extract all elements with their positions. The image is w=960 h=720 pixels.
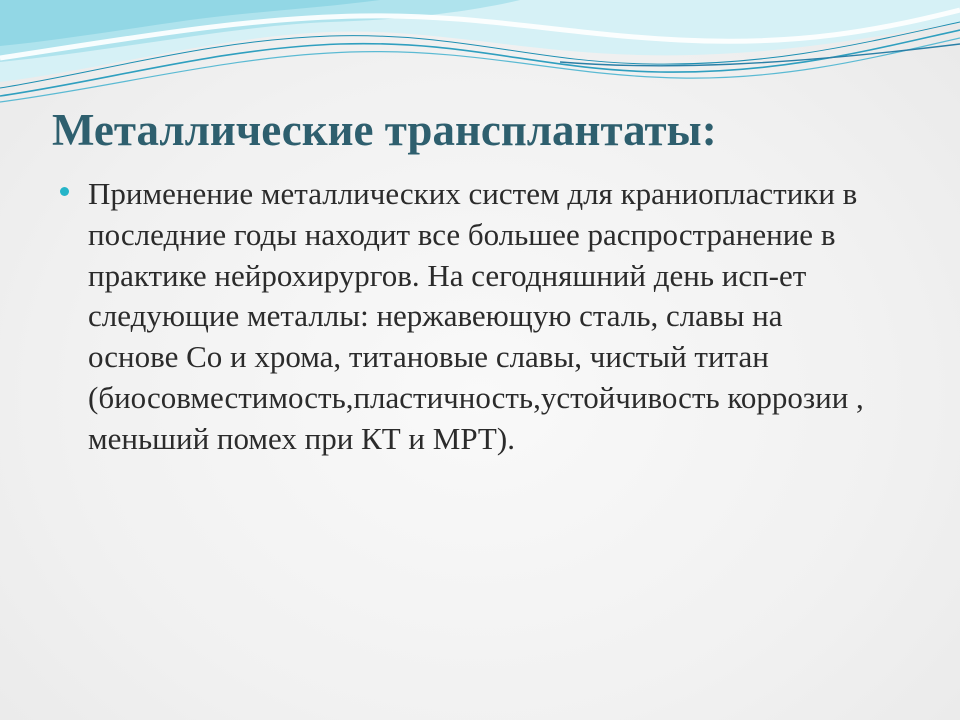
slide-content: [60, 174, 890, 460]
bullet-item: [60, 174, 890, 460]
bullet-icon: [60, 187, 69, 196]
bullet-text: Применение металлических систем для краниопластики в последние годы находит все большее распространение в практике нейрохирургов. На сегодняшний день исп-ет следующие металлы: нержавеющую сталь, славы на основе Co и хрома, титановые славы, чистый титан (биосовместимость,пластичность,устойчивость коррозии , меньший помех при КТ и МРТ).: [88, 176, 864, 456]
slide-title: Металлические трансплантаты:: [52, 105, 717, 155]
